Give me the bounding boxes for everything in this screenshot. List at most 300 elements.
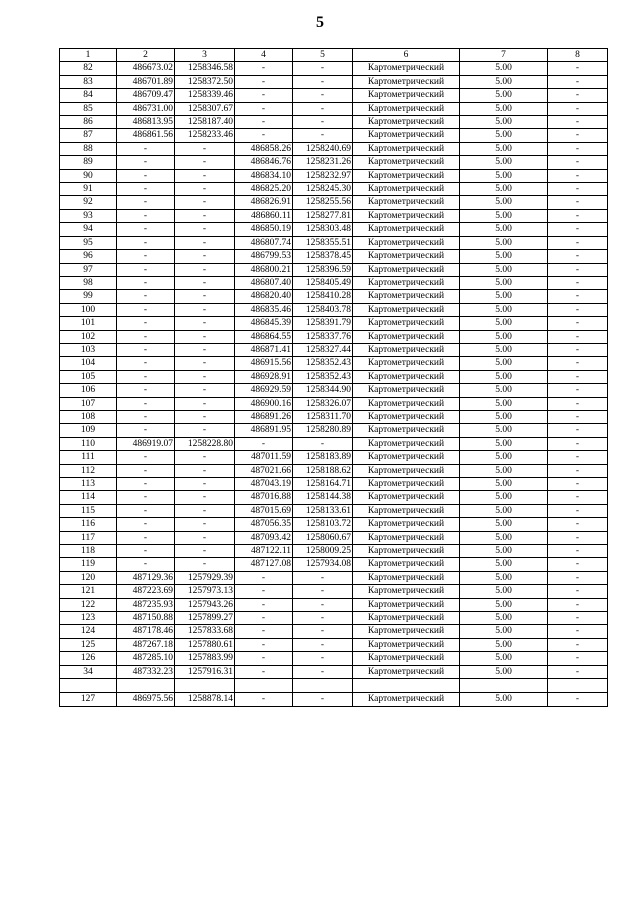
table-cell: 5.00 bbox=[460, 478, 548, 491]
table-cell: - bbox=[175, 491, 235, 504]
table-cell: - bbox=[117, 236, 175, 249]
table-cell: 5.00 bbox=[460, 665, 548, 678]
table-cell: - bbox=[117, 410, 175, 423]
table-cell: - bbox=[548, 196, 608, 209]
table-cell: 34 bbox=[60, 665, 117, 678]
table-row bbox=[60, 437, 608, 450]
table-cell: Картометрический bbox=[353, 116, 460, 129]
table-cell: 1257929.39 bbox=[175, 571, 235, 584]
table-cell: - bbox=[548, 424, 608, 437]
table-cell: Картометрический bbox=[353, 585, 460, 598]
table-cell: Картометрический bbox=[353, 625, 460, 638]
table-cell: - bbox=[548, 571, 608, 584]
table-row bbox=[60, 478, 608, 491]
table-cell: 487223.69 bbox=[117, 585, 175, 598]
table-cell: - bbox=[235, 625, 293, 638]
table-cell: 94 bbox=[60, 223, 117, 236]
table-row bbox=[60, 142, 608, 155]
table-cell: - bbox=[548, 665, 608, 678]
table-cell: 124 bbox=[60, 625, 117, 638]
table-row bbox=[60, 545, 608, 558]
table-cell: 486975.56 bbox=[117, 693, 175, 706]
table-cell: 5.00 bbox=[460, 531, 548, 544]
table-cell: 5.00 bbox=[460, 571, 548, 584]
table-row bbox=[60, 75, 608, 88]
table-cell: - bbox=[548, 263, 608, 276]
table-cell: 1258339.46 bbox=[175, 89, 235, 102]
table-cell: - bbox=[235, 612, 293, 625]
table-cell: 116 bbox=[60, 518, 117, 531]
table-cell: 487122.11 bbox=[235, 545, 293, 558]
table-cell: - bbox=[548, 612, 608, 625]
table-cell: 487056.35 bbox=[235, 518, 293, 531]
table-cell: 487015.69 bbox=[235, 504, 293, 517]
table-cell: Картометрический bbox=[353, 531, 460, 544]
table-cell: - bbox=[548, 531, 608, 544]
table-cell: - bbox=[548, 116, 608, 129]
table-cell: - bbox=[548, 330, 608, 343]
table-cell: - bbox=[548, 223, 608, 236]
table-cell: - bbox=[117, 303, 175, 316]
table-cell: 101 bbox=[60, 317, 117, 330]
table-cell: Картометрический bbox=[353, 612, 460, 625]
table-cell: 120 bbox=[60, 571, 117, 584]
table-cell: - bbox=[548, 384, 608, 397]
table-cell: Картометрический bbox=[353, 276, 460, 289]
table-cell: - bbox=[548, 250, 608, 263]
table-cell: 5.00 bbox=[460, 250, 548, 263]
table-cell: 486799.53 bbox=[235, 250, 293, 263]
table-cell: 84 bbox=[60, 89, 117, 102]
table-cell: Картометрический bbox=[353, 89, 460, 102]
table-row bbox=[60, 665, 608, 678]
table-cell: 5.00 bbox=[460, 384, 548, 397]
table-cell: - bbox=[548, 62, 608, 75]
table-cell: - bbox=[548, 464, 608, 477]
table-cell bbox=[60, 679, 117, 693]
table-cell: 5.00 bbox=[460, 330, 548, 343]
table-cell: - bbox=[293, 102, 353, 115]
table-cell: 1257973.13 bbox=[175, 585, 235, 598]
table-cell: 126 bbox=[60, 652, 117, 665]
table-cell: 5.00 bbox=[460, 276, 548, 289]
table-cell: - bbox=[117, 531, 175, 544]
table-cell: - bbox=[293, 665, 353, 678]
table-cell: Картометрический bbox=[353, 169, 460, 182]
table-cell: Картометрический bbox=[353, 518, 460, 531]
table-cell: 1258255.56 bbox=[293, 196, 353, 209]
table-cell: 1258878.14 bbox=[175, 693, 235, 706]
table-cell: - bbox=[235, 665, 293, 678]
table-cell: 89 bbox=[60, 156, 117, 169]
table-cell: 5.00 bbox=[460, 545, 548, 558]
table-cell: Картометрический bbox=[353, 263, 460, 276]
table-cell: 487129.36 bbox=[117, 571, 175, 584]
table-cell: 1258403.78 bbox=[293, 303, 353, 316]
table-cell: Картометрический bbox=[353, 330, 460, 343]
table-cell: 486858.26 bbox=[235, 142, 293, 155]
table-cell: Картометрический bbox=[353, 102, 460, 115]
table-cell: - bbox=[293, 129, 353, 142]
table-cell: 97 bbox=[60, 263, 117, 276]
table-cell: 117 bbox=[60, 531, 117, 544]
table-cell: 87 bbox=[60, 129, 117, 142]
table-cell: 487043.19 bbox=[235, 478, 293, 491]
table-cell bbox=[460, 679, 548, 693]
table-cell: 1258311.70 bbox=[293, 410, 353, 423]
table-cell: 1257943.26 bbox=[175, 598, 235, 611]
table-cell: 487332.23 bbox=[117, 665, 175, 678]
table-cell: Картометрический bbox=[353, 290, 460, 303]
table-row bbox=[60, 625, 608, 638]
table-cell: 125 bbox=[60, 638, 117, 651]
table-cell: 486928.91 bbox=[235, 370, 293, 383]
table-cell: - bbox=[235, 102, 293, 115]
table-cell: - bbox=[548, 290, 608, 303]
table-cell: Картометрический bbox=[353, 693, 460, 706]
table-cell: 486919.07 bbox=[117, 437, 175, 450]
table-cell: 487011.59 bbox=[235, 451, 293, 464]
table-row bbox=[60, 223, 608, 236]
table-cell: - bbox=[117, 357, 175, 370]
table-cell: 5.00 bbox=[460, 303, 548, 316]
table-cell: - bbox=[175, 290, 235, 303]
table-row bbox=[60, 183, 608, 196]
table-cell: 96 bbox=[60, 250, 117, 263]
table-cell: - bbox=[548, 142, 608, 155]
table-cell: Картометрический bbox=[353, 317, 460, 330]
table-cell: - bbox=[548, 585, 608, 598]
table-row bbox=[60, 598, 608, 611]
table-cell: Картометрический bbox=[353, 142, 460, 155]
table-cell: - bbox=[117, 397, 175, 410]
table-cell: 83 bbox=[60, 75, 117, 88]
table-cell: - bbox=[548, 156, 608, 169]
table-cell bbox=[235, 679, 293, 693]
table-cell: - bbox=[175, 330, 235, 343]
table-cell: - bbox=[293, 612, 353, 625]
table-cell bbox=[175, 679, 235, 693]
table-cell: Картометрический bbox=[353, 437, 460, 450]
table-cell: 118 bbox=[60, 545, 117, 558]
table-cell: Картометрический bbox=[353, 638, 460, 651]
table-cell: - bbox=[117, 545, 175, 558]
table-cell: 5.00 bbox=[460, 102, 548, 115]
table-cell: 486929.59 bbox=[235, 384, 293, 397]
table-cell: 110 bbox=[60, 437, 117, 450]
table-cell: 1258410.28 bbox=[293, 290, 353, 303]
table-cell: 486673.02 bbox=[117, 62, 175, 75]
table-cell: 487235.93 bbox=[117, 598, 175, 611]
table-cell bbox=[353, 679, 460, 693]
table-cell: 1257934.08 bbox=[293, 558, 353, 571]
table-cell: - bbox=[117, 276, 175, 289]
table-cell: Картометрический bbox=[353, 370, 460, 383]
table-cell: - bbox=[293, 437, 353, 450]
table-cell: Картометрический bbox=[353, 545, 460, 558]
table-cell: - bbox=[548, 478, 608, 491]
table-cell: Картометрический bbox=[353, 665, 460, 678]
table-cell: 5.00 bbox=[460, 558, 548, 571]
table-row bbox=[60, 504, 608, 517]
table-cell: 1258280.89 bbox=[293, 424, 353, 437]
table-cell: - bbox=[117, 424, 175, 437]
column-header-8: 8 bbox=[548, 49, 608, 62]
table-cell: - bbox=[293, 652, 353, 665]
table-cell: 5.00 bbox=[460, 652, 548, 665]
table-cell: - bbox=[235, 652, 293, 665]
table-row bbox=[60, 518, 608, 531]
table-cell: 486835.46 bbox=[235, 303, 293, 316]
table-cell: - bbox=[117, 491, 175, 504]
table-cell: 5.00 bbox=[460, 223, 548, 236]
table-cell: - bbox=[175, 169, 235, 182]
table-cell: - bbox=[175, 518, 235, 531]
table-cell: - bbox=[235, 598, 293, 611]
table-cell: - bbox=[293, 693, 353, 706]
table-cell: 93 bbox=[60, 209, 117, 222]
table-cell: - bbox=[175, 384, 235, 397]
table-row bbox=[60, 464, 608, 477]
table-cell: 1258378.45 bbox=[293, 250, 353, 263]
table-cell: 486871.41 bbox=[235, 343, 293, 356]
table-cell: - bbox=[293, 598, 353, 611]
table-cell: Картометрический bbox=[353, 652, 460, 665]
table-cell: 486850.19 bbox=[235, 223, 293, 236]
table-cell: - bbox=[548, 652, 608, 665]
table-row bbox=[60, 370, 608, 383]
table-cell: 5.00 bbox=[460, 89, 548, 102]
table-row bbox=[60, 491, 608, 504]
table-cell: 1258231.26 bbox=[293, 156, 353, 169]
table-cell: - bbox=[548, 518, 608, 531]
table-cell: 5.00 bbox=[460, 370, 548, 383]
table-row bbox=[60, 236, 608, 249]
table-cell: 122 bbox=[60, 598, 117, 611]
table-cell: Картометрический bbox=[353, 156, 460, 169]
table-cell: Картометрический bbox=[353, 209, 460, 222]
table-cell: 5.00 bbox=[460, 464, 548, 477]
table-cell: 1258103.72 bbox=[293, 518, 353, 531]
table-cell: Картометрический bbox=[353, 478, 460, 491]
table-cell: 5.00 bbox=[460, 357, 548, 370]
column-header-7: 7 bbox=[460, 49, 548, 62]
table-cell: - bbox=[175, 558, 235, 571]
table-cell: - bbox=[117, 250, 175, 263]
table-cell: 111 bbox=[60, 451, 117, 464]
table-cell: Картометрический bbox=[353, 598, 460, 611]
table-cell: 5.00 bbox=[460, 196, 548, 209]
table-cell: - bbox=[548, 75, 608, 88]
table-cell: - bbox=[175, 156, 235, 169]
table-row bbox=[60, 62, 608, 75]
table-cell: - bbox=[548, 102, 608, 115]
table-cell: 119 bbox=[60, 558, 117, 571]
table-cell: 1258355.51 bbox=[293, 236, 353, 249]
table-cell: - bbox=[175, 424, 235, 437]
table-cell: - bbox=[175, 317, 235, 330]
table-row bbox=[60, 693, 608, 706]
table-cell: 99 bbox=[60, 290, 117, 303]
table-cell: 486864.55 bbox=[235, 330, 293, 343]
column-header-1: 1 bbox=[60, 49, 117, 62]
table-cell: - bbox=[117, 183, 175, 196]
table-cell: Картометрический bbox=[353, 424, 460, 437]
table-cell: - bbox=[548, 437, 608, 450]
table-cell: 1257899.27 bbox=[175, 612, 235, 625]
table-cell: - bbox=[175, 142, 235, 155]
table-row bbox=[60, 451, 608, 464]
table-row bbox=[60, 357, 608, 370]
table-cell: - bbox=[293, 571, 353, 584]
table-cell: 1257916.31 bbox=[175, 665, 235, 678]
table-cell: 5.00 bbox=[460, 491, 548, 504]
table-cell: 1258344.90 bbox=[293, 384, 353, 397]
table-cell: 107 bbox=[60, 397, 117, 410]
table-cell: 5.00 bbox=[460, 625, 548, 638]
table-cell: 1257883.99 bbox=[175, 652, 235, 665]
table-cell: 1258337.76 bbox=[293, 330, 353, 343]
table-row bbox=[60, 89, 608, 102]
table-cell: 486701.89 bbox=[117, 75, 175, 88]
table-row bbox=[60, 290, 608, 303]
table-cell: 5.00 bbox=[460, 156, 548, 169]
table-cell: - bbox=[293, 625, 353, 638]
table-cell: - bbox=[117, 317, 175, 330]
table-cell: Картометрический bbox=[353, 384, 460, 397]
table-cell: Картометрический bbox=[353, 464, 460, 477]
column-header-3: 3 bbox=[175, 49, 235, 62]
table-cell: 5.00 bbox=[460, 693, 548, 706]
table-cell: 121 bbox=[60, 585, 117, 598]
table-cell: 486846.76 bbox=[235, 156, 293, 169]
table-cell: - bbox=[175, 250, 235, 263]
table-cell: 5.00 bbox=[460, 183, 548, 196]
table-row bbox=[60, 612, 608, 625]
column-header-6: 6 bbox=[353, 49, 460, 62]
table-cell: 1258144.38 bbox=[293, 491, 353, 504]
table-cell: - bbox=[548, 491, 608, 504]
table-cell: - bbox=[117, 518, 175, 531]
table-cell: 103 bbox=[60, 343, 117, 356]
table-cell: 5.00 bbox=[460, 612, 548, 625]
table-cell: - bbox=[175, 223, 235, 236]
table-cell: 1258164.71 bbox=[293, 478, 353, 491]
table-row bbox=[60, 638, 608, 651]
column-header-2: 2 bbox=[117, 49, 175, 62]
coordinates-table bbox=[59, 48, 608, 707]
table-cell: - bbox=[548, 638, 608, 651]
table-cell: Картометрический bbox=[353, 491, 460, 504]
table-cell: 1258352.43 bbox=[293, 357, 353, 370]
table-cell: 487150.88 bbox=[117, 612, 175, 625]
table-row bbox=[60, 250, 608, 263]
table-cell: 5.00 bbox=[460, 518, 548, 531]
table-cell: - bbox=[175, 303, 235, 316]
table-cell: 108 bbox=[60, 410, 117, 423]
table-cell: 123 bbox=[60, 612, 117, 625]
table-cell: 5.00 bbox=[460, 585, 548, 598]
table-row bbox=[60, 169, 608, 182]
table-cell: 91 bbox=[60, 183, 117, 196]
table-cell: 1258303.48 bbox=[293, 223, 353, 236]
table-row bbox=[60, 209, 608, 222]
table-row bbox=[60, 116, 608, 129]
table-cell: 102 bbox=[60, 330, 117, 343]
table-cell: 487127.08 bbox=[235, 558, 293, 571]
table-cell: 98 bbox=[60, 276, 117, 289]
table-row bbox=[60, 276, 608, 289]
table-row bbox=[60, 585, 608, 598]
table-cell: 5.00 bbox=[460, 236, 548, 249]
table-cell: Картометрический bbox=[353, 397, 460, 410]
column-header-4: 4 bbox=[235, 49, 293, 62]
table-cell: - bbox=[548, 598, 608, 611]
table-row bbox=[60, 330, 608, 343]
table-cell: - bbox=[117, 330, 175, 343]
table-cell: - bbox=[548, 558, 608, 571]
table-cell: - bbox=[548, 370, 608, 383]
table-row bbox=[60, 410, 608, 423]
table-cell: 5.00 bbox=[460, 209, 548, 222]
table-cell: 1258307.67 bbox=[175, 102, 235, 115]
table-cell: Картометрический bbox=[353, 410, 460, 423]
table-cell: 5.00 bbox=[460, 129, 548, 142]
table-cell: 487267.18 bbox=[117, 638, 175, 651]
table-cell: 487021.66 bbox=[235, 464, 293, 477]
table-cell: 5.00 bbox=[460, 62, 548, 75]
table-cell: 82 bbox=[60, 62, 117, 75]
table-row bbox=[60, 343, 608, 356]
table-cell: - bbox=[117, 343, 175, 356]
table-cell: 1258233.46 bbox=[175, 129, 235, 142]
table-cell: - bbox=[548, 343, 608, 356]
table-cell: Картометрический bbox=[353, 62, 460, 75]
table-cell: 5.00 bbox=[460, 598, 548, 611]
table-cell: 486834.10 bbox=[235, 169, 293, 182]
table-row bbox=[60, 384, 608, 397]
table-cell: - bbox=[548, 317, 608, 330]
table-cell: 85 bbox=[60, 102, 117, 115]
table-cell: - bbox=[175, 504, 235, 517]
table-header-row bbox=[60, 49, 608, 62]
table-cell: 1258391.79 bbox=[293, 317, 353, 330]
table-cell: 5.00 bbox=[460, 75, 548, 88]
table-row bbox=[60, 571, 608, 584]
table-cell: - bbox=[235, 585, 293, 598]
table-cell: - bbox=[235, 693, 293, 706]
table-cell: 5.00 bbox=[460, 504, 548, 517]
table-cell: - bbox=[117, 451, 175, 464]
table-cell: 486900.16 bbox=[235, 397, 293, 410]
table-cell: 127 bbox=[60, 693, 117, 706]
table-cell: - bbox=[548, 276, 608, 289]
table-cell: 486861.56 bbox=[117, 129, 175, 142]
table-cell: - bbox=[175, 531, 235, 544]
table-cell: 5.00 bbox=[460, 424, 548, 437]
table-cell: - bbox=[175, 478, 235, 491]
table-cell: - bbox=[117, 558, 175, 571]
table-cell: - bbox=[117, 464, 175, 477]
table-cell: 1258240.69 bbox=[293, 142, 353, 155]
table-cell: - bbox=[117, 169, 175, 182]
table-cell: 1258405.49 bbox=[293, 276, 353, 289]
table-cell: 115 bbox=[60, 504, 117, 517]
table-cell: 487093.42 bbox=[235, 531, 293, 544]
table-cell: 5.00 bbox=[460, 142, 548, 155]
table-cell: 1258277.81 bbox=[293, 209, 353, 222]
table-cell: - bbox=[235, 75, 293, 88]
